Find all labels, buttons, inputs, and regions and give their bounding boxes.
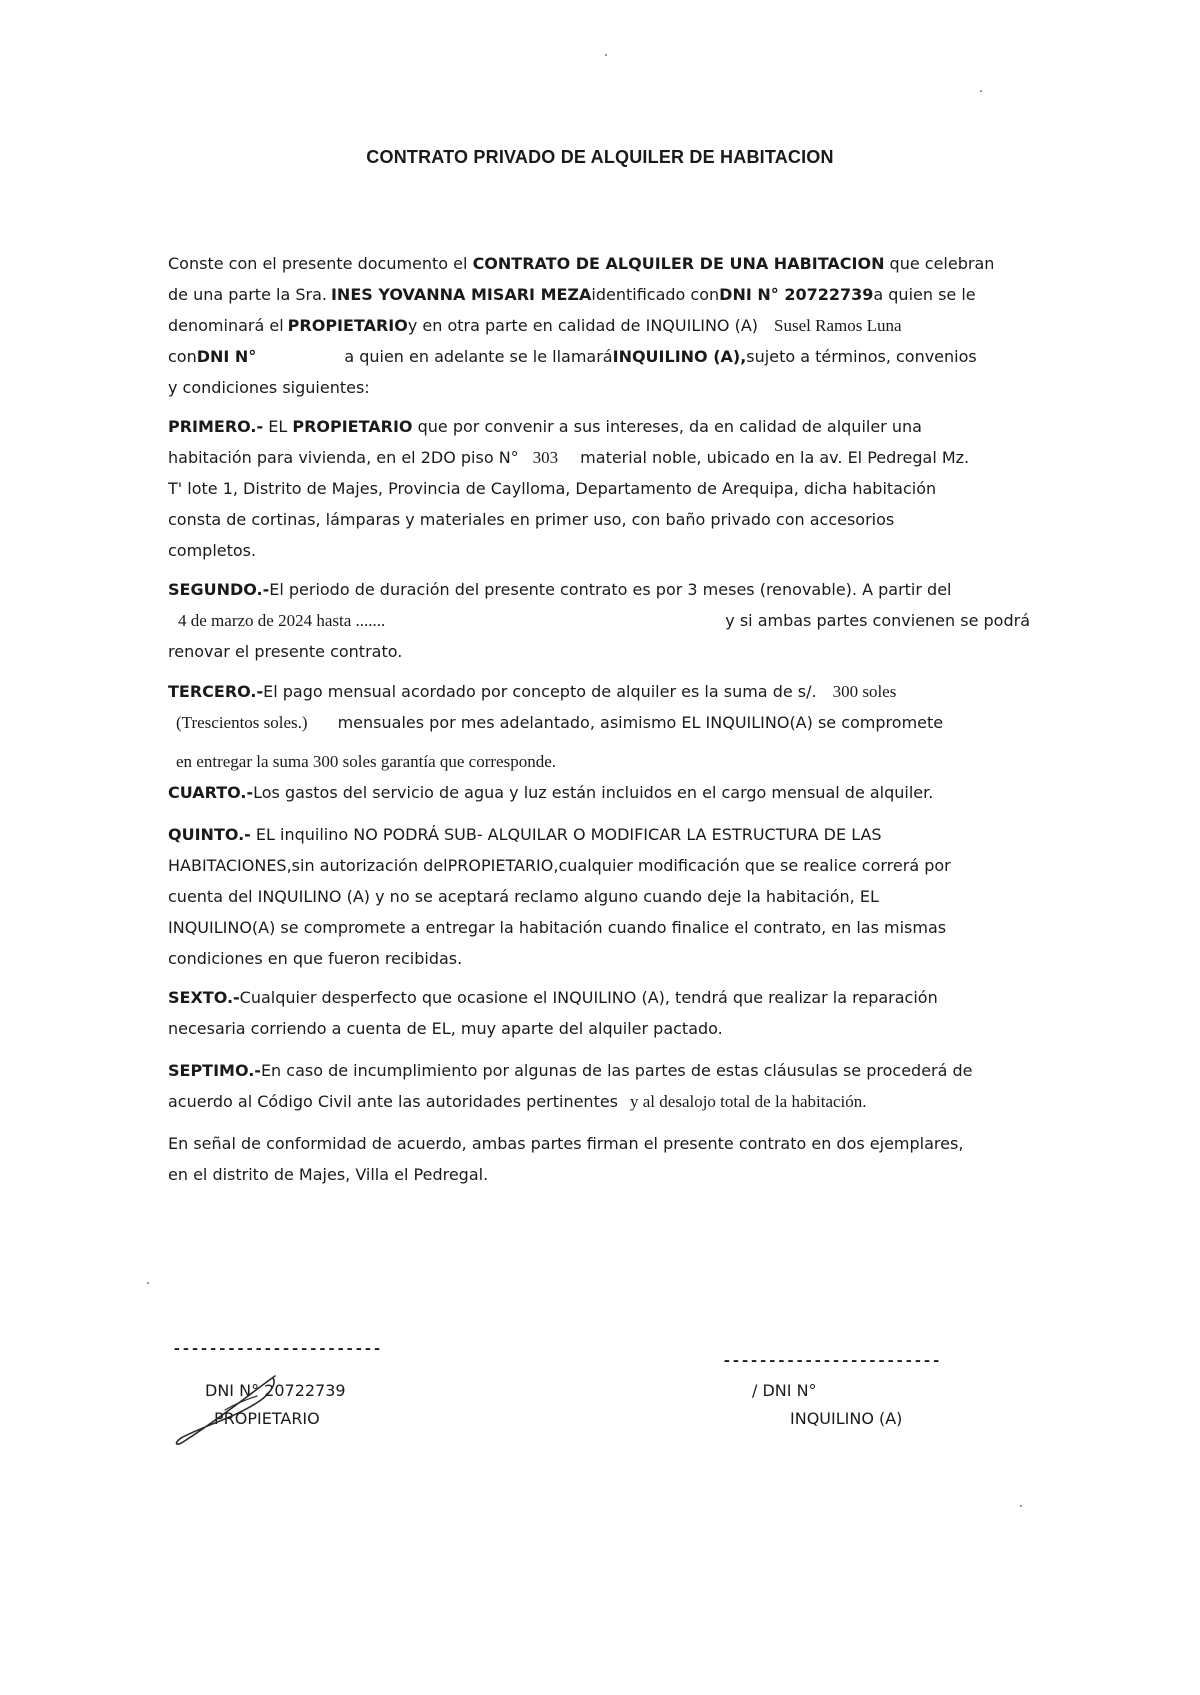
clause-sexto xyxy=(168,982,1030,1044)
segundo-line-1: SEGUNDO.- El periodo de duración del presente contrato es por 3 meses (renovable). A partir del xyxy=(168,580,952,599)
scan-speck xyxy=(147,1282,149,1284)
clause-segundo xyxy=(168,574,1030,667)
primero-line-5: completos. xyxy=(168,541,257,560)
primero-line-3: T' lote 1, Distrito de Majes, Provincia de Caylloma, Departamento de Arequipa, dicha habitación xyxy=(168,479,937,498)
tercero-line-2: (Trescientos soles.) mensuales por mes adelantado, asimismo EL INQUILINO(A) se compromete xyxy=(176,713,944,732)
owner-role: PROPIETARIO xyxy=(214,1409,320,1428)
document-title: CONTRATO PRIVADO DE ALQUILER DE HABITACION xyxy=(366,147,834,167)
quinto-line-2: HABITACIONES, sin autorización del PROPIETARIO, cualquier modificación que se realice correrá por xyxy=(168,856,951,875)
closing-line-1: En señal de conformidad de acuerdo, ambas partes firman el presente contrato en dos ejemplares, xyxy=(168,1134,964,1153)
septimo-line-2: acuerdo al Código Civil ante las autoridades pertinentes y al desalojo total de la habitación. xyxy=(168,1092,867,1111)
primero-line-2: habitación para vivienda, en el 2DO piso N° 303 material noble, ubicado en la av. El Pedregal Mz. xyxy=(168,448,970,467)
clause-cuarto xyxy=(168,777,1030,808)
owner-signature-line: ----------------------- xyxy=(172,1340,382,1358)
intro-line-2: de una parte la Sra. INES YOVANNA MISARI MEZA identificado con DNI N° 20722739 a quien se le xyxy=(168,285,976,304)
closing-paragraph xyxy=(168,1128,1030,1190)
sexto-line-1: SEXTO.- Cualquier desperfecto que ocasione el INQUILINO (A), tendrá que realizar la reparación xyxy=(168,988,938,1007)
owner-dni: DNI N° 20722739 xyxy=(205,1381,346,1400)
scan-speck xyxy=(980,90,982,92)
septimo-line-1: SEPTIMO.- En caso de incumplimiento por algunas de las partes de estas cláusulas se procederá de xyxy=(168,1061,973,1080)
clause-septimo xyxy=(168,1055,1030,1117)
tercero-line-1: TERCERO.- El pago mensual acordado por concepto de alquiler es la suma de s/. 300 soles xyxy=(168,682,897,701)
clause-primero xyxy=(168,411,1030,566)
primero-line-4: consta de cortinas, lámparas y materiales en primer uso, con baño privado con accesorios xyxy=(168,510,895,529)
intro-paragraph xyxy=(168,248,1030,403)
segundo-line-3: renovar el presente contrato. xyxy=(168,642,403,661)
tercero-line-3: en entregar la suma 300 soles garantía que corresponde. xyxy=(176,752,556,771)
quinto-line-1: QUINTO.- EL inquilino NO PODRÁ SUB- ALQUILAR O MODIFICAR LA ESTRUCTURA DE LAS xyxy=(168,825,882,844)
tenant-signature-line: ------------------------ xyxy=(722,1352,941,1370)
closing-line-2: en el distrito de Majes, Villa el Pedregal. xyxy=(168,1165,489,1184)
scan-speck xyxy=(1020,1505,1022,1507)
owner-signature-scribble xyxy=(165,1370,305,1450)
start-date-handwritten: 4 de marzo de 2024 hasta ....... xyxy=(178,611,386,630)
intro-line-5: y condiciones siguientes: xyxy=(168,378,370,397)
cuarto-line-1: CUARTO.- Los gastos del servicio de agua y luz están incluidos en el cargo mensual de alquiler. xyxy=(168,783,934,802)
intro-line-3: denominará el PROPIETARIO y en otra parte en calidad de INQUILINO (A) Susel Ramos Luna xyxy=(168,310,1030,341)
quinto-line-3: cuenta del INQUILINO (A) y no se aceptará reclamo alguno cuando deje la habitación, EL xyxy=(168,887,879,906)
clause-tercero xyxy=(168,676,1030,777)
scan-speck xyxy=(605,54,607,56)
tenant-dni: / DNI N° xyxy=(752,1381,817,1400)
primero-line-1: PRIMERO.- EL PROPIETARIO que por convenir a sus intereses, da en calidad de alquiler una xyxy=(168,417,922,436)
clause-quinto xyxy=(168,819,1030,974)
quinto-line-5: condiciones en que fueron recibidas. xyxy=(168,949,463,968)
intro-line-1: Conste con el presente documento el CONTRATO DE ALQUILER DE UNA HABITACION que celebran xyxy=(168,254,995,273)
sexto-line-2: necesaria corriendo a cuenta de EL, muy aparte del alquiler pactado. xyxy=(168,1019,723,1038)
segundo-line-2: 4 de marzo de 2024 hasta ....... y si ambas partes convienen se podrá xyxy=(168,605,1030,636)
intro-line-4: con DNI N° a quien en adelante se le llamará INQUILINO (A), sujeto a términos, convenios xyxy=(168,347,977,366)
tenant-name-handwritten: Susel Ramos Luna xyxy=(774,316,902,335)
tenant-role: INQUILINO (A) xyxy=(790,1409,903,1428)
quinto-line-4: INQUILINO(A) se compromete a entregar la habitación cuando finalice el contrato, en las mismas xyxy=(168,918,947,937)
